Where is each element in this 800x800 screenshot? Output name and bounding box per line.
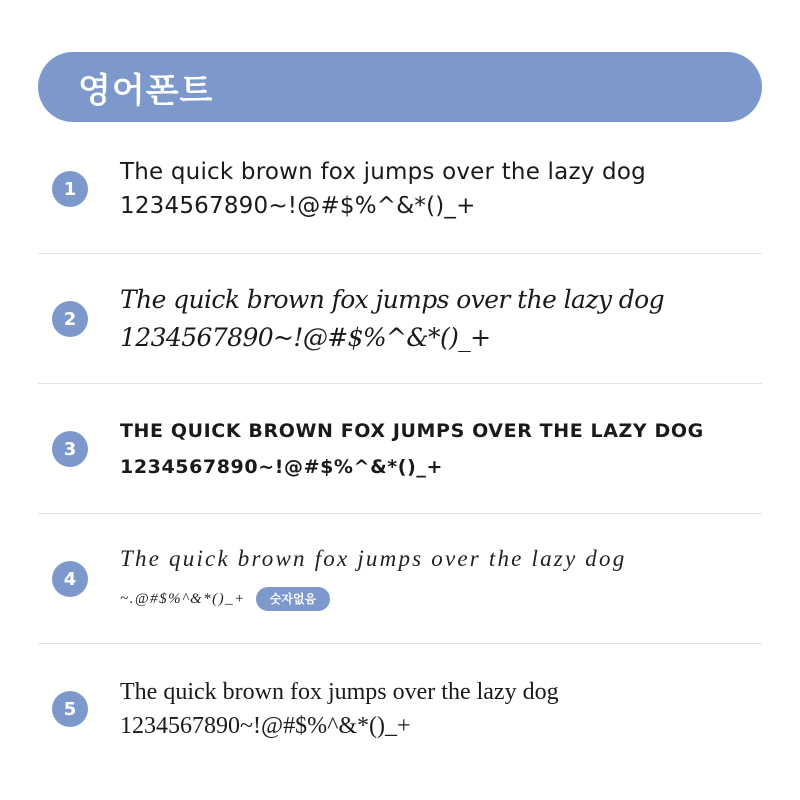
font-sample-row-5 — [38, 644, 762, 774]
font-sample — [120, 124, 760, 254]
characters-text: 1234567890~!@#$%^&*()_+ — [120, 193, 476, 219]
characters-text: 1234567890~!@#$%^&*()_+ — [120, 456, 443, 478]
characters-text: ~.@#$%^&*()_+ — [120, 591, 246, 607]
pangram-text: THE QUICK BROWN FOX JUMPS OVER THE LAZY DOG — [120, 420, 704, 442]
number-badge: 4 — [52, 561, 88, 597]
pangram-text: The quick brown fox jumps over the lazy dog — [120, 679, 559, 705]
pangram-text: The quick brown fox jumps over the lazy dog — [120, 546, 627, 571]
font-sample — [120, 514, 760, 644]
number-badge: 2 — [52, 301, 88, 337]
characters-text: 1234567890~!@#$%^&*()_+ — [120, 713, 411, 739]
pangram-text: The quick brown fox jumps over the lazy dog — [120, 159, 646, 185]
number-badge: 1 — [52, 171, 88, 207]
number-badge: 5 — [52, 691, 88, 727]
characters-line — [120, 579, 760, 619]
number-badge: 3 — [52, 431, 88, 467]
font-sample-row-2 — [38, 254, 762, 384]
section-title: 영어폰트 — [78, 70, 214, 111]
font-sample-row-1 — [38, 124, 762, 254]
font-sample-row-4 — [38, 514, 762, 644]
font-sample — [120, 384, 760, 514]
no-numbers-badge: 숫자없음 — [256, 587, 330, 611]
characters-text: 1234567890~!@#$%^&*()_+ — [120, 323, 491, 352]
font-sample — [120, 644, 760, 774]
font-sample-row-3 — [38, 384, 762, 514]
pangram-text: The quick brown fox jumps over the lazy dog — [120, 285, 665, 314]
font-sample — [120, 254, 760, 384]
section-header — [38, 52, 762, 122]
